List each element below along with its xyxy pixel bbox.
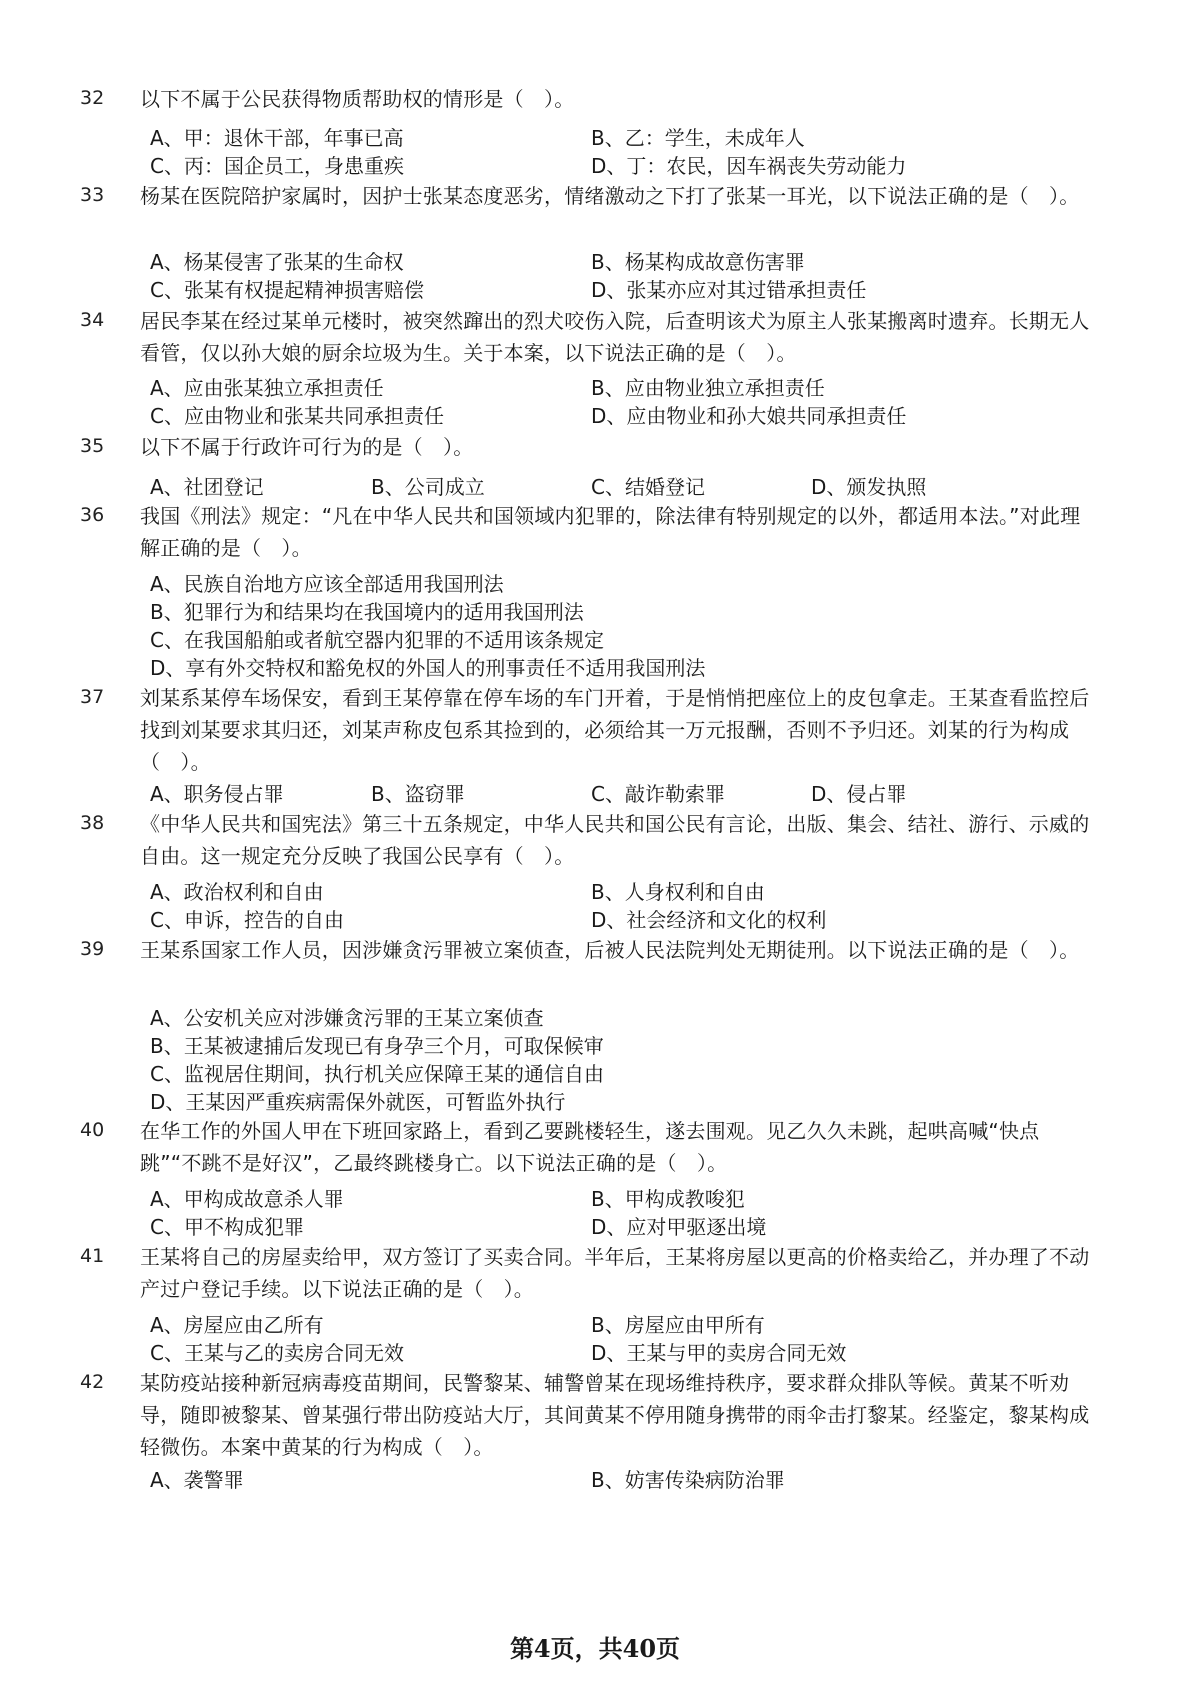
question-stem: 王某将自己的房屋卖给甲，双方签订了买卖合同。半年后，王某将房屋以更高的价格卖给乙，并办理了不动产过户登记手续。以下说法正确的是（ ）。: [140, 1245, 1090, 1301]
question-number: 36: [80, 504, 105, 526]
option-a: A、应由张某独立承担责任: [150, 376, 384, 400]
option-a: A、公安机关应对涉嫌贪污罪的王某立案侦查: [150, 1006, 544, 1030]
option-d: D、丁：农民，因车祸丧失劳动能力: [591, 154, 907, 178]
option-a: A、甲：退休干部，年事已高: [150, 126, 404, 150]
option-b: B、犯罪行为和结果均在我国境内的适用我国刑法: [150, 600, 584, 624]
question-number: 40: [80, 1119, 105, 1141]
question-stem: 某防疫站接种新冠病毒疫苗期间，民警黎某、辅警曾某在现场维持秩序，要求群众排队等候。黄某不听劝导，随即被黎某、曾某强行带出防疫站大厅，其间黄某不停用随身携带的雨伞击打黎某。经鉴定，黎某构成轻微伤。本案中黄某的行为构成（ ）。: [140, 1371, 1090, 1459]
option-c: C、在我国船舶或者航空器内犯罪的不适用该条规定: [150, 628, 604, 652]
option-b: B、人身权利和自由: [591, 880, 765, 904]
option-b: B、房屋应由甲所有: [591, 1313, 765, 1337]
question-number: 38: [80, 812, 105, 834]
option-d: D、张某亦应对其过错承担责任: [591, 278, 867, 302]
question-stem: 王某系国家工作人员，因涉嫌贪污罪被立案侦查，后被人民法院判处无期徒刑。以下说法正确的是（ ）。: [140, 938, 1080, 962]
option-a: A、甲构成故意杀人罪: [150, 1187, 344, 1211]
question-stem: 《中华人民共和国宪法》第三十五条规定，中华人民共和国公民有言论，出版、集会、结社、游行、示威的自由。这一规定充分反映了我国公民享有（ ）。: [140, 812, 1090, 868]
option-b: B、杨某构成故意伤害罪: [591, 250, 805, 274]
option-a: A、房屋应由乙所有: [150, 1313, 324, 1337]
question-stem: 以下不属于行政许可行为的是（ ）。: [140, 435, 474, 459]
option-a: A、职务侵占罪: [150, 782, 284, 806]
question-stem: 刘某系某停车场保安，看到王某停靠在停车场的车门开着，于是悄悄把座位上的皮包拿走。王某查看监控后找到刘某要求其归还，刘某声称皮包系其捡到的，必须给其一万元报酬，否则不予归还。刘某的行为构成（ ）。: [140, 686, 1090, 774]
option-b: B、乙：学生，未成年人: [591, 126, 805, 150]
question-number: 33: [80, 184, 105, 206]
question-number: 35: [80, 435, 105, 457]
option-b: B、公司成立: [371, 475, 485, 499]
option-d: D、社会经济和文化的权利: [591, 908, 827, 932]
option-d: D、颁发执照: [811, 475, 927, 499]
question-number: 39: [80, 938, 105, 960]
option-d: D、享有外交特权和豁免权的外国人的刑事责任不适用我国刑法: [150, 656, 706, 680]
question-number: 34: [80, 309, 105, 331]
option-c: C、应由物业和张某共同承担责任: [150, 404, 444, 428]
option-d: D、应对甲驱逐出境: [591, 1215, 767, 1239]
option-a: A、杨某侵害了张某的生命权: [150, 250, 404, 274]
option-d: D、侵占罪: [811, 782, 907, 806]
option-b: B、妨害传染病防治罪: [591, 1468, 785, 1492]
option-b: B、甲构成教唆犯: [591, 1187, 745, 1211]
option-c: C、申诉，控告的自由: [150, 908, 344, 932]
option-a: A、民族自治地方应该全部适用我国刑法: [150, 572, 504, 596]
question-number: 32: [80, 87, 105, 109]
question-stem: 居民李某在经过某单元楼时，被突然蹿出的烈犬咬伤入院，后查明该犬为原主人张某搬离时遗弃。长期无人看管，仅以孙大娘的厨余垃圾为生。关于本案，以下说法正确的是（ ）。: [140, 309, 1090, 365]
question-stem: 在华工作的外国人甲在下班回家路上，看到乙要跳楼轻生，遂去围观。见乙久久未跳，起哄高喊“快点跳”“不跳不是好汉”，乙最终跳楼身亡。以下说法正确的是（ ）。: [140, 1119, 1040, 1175]
option-d: D、王某与甲的卖房合同无效: [591, 1341, 847, 1365]
question-number: 41: [80, 1245, 105, 1267]
question-stem: 以下不属于公民获得物质帮助权的情形是（ ）。: [140, 87, 575, 111]
question-number: 42: [80, 1371, 105, 1393]
option-c: C、结婚登记: [591, 475, 705, 499]
page-footer: 第4页，共40页: [509, 1634, 681, 1663]
option-b: B、王某被逮捕后发现已有身孕三个月，可取保候审: [150, 1034, 604, 1058]
option-c: C、监视居住期间，执行机关应保障王某的通信自由: [150, 1062, 604, 1086]
option-a: A、袭警罪: [150, 1468, 244, 1492]
option-b: B、盗窃罪: [371, 782, 465, 806]
option-d: D、应由物业和孙大娘共同承担责任: [591, 404, 907, 428]
option-c: C、张某有权提起精神损害赔偿: [150, 278, 424, 302]
option-a: A、政治权利和自由: [150, 880, 324, 904]
question-stem: 我国《刑法》规定：“凡在中华人民共和国领域内犯罪的，除法律有特别规定的以外，都适用本法。”对此理解正确的是（ ）。: [140, 504, 1081, 560]
question-number: 37: [80, 686, 105, 708]
option-d: D、王某因严重疾病需保外就医，可暂监外执行: [150, 1090, 566, 1114]
option-b: B、应由物业独立承担责任: [591, 376, 825, 400]
question-stem: 杨某在医院陪护家属时，因护士张某态度恶劣，情绪激动之下打了张某一耳光，以下说法正确的是（ ）。: [140, 184, 1080, 208]
option-a: A、社团登记: [150, 475, 264, 499]
option-c: C、甲不构成犯罪: [150, 1215, 304, 1239]
option-c: C、王某与乙的卖房合同无效: [150, 1341, 404, 1365]
option-c: C、丙：国企员工，身患重疾: [150, 154, 404, 178]
option-c: C、敲诈勒索罪: [591, 782, 725, 806]
